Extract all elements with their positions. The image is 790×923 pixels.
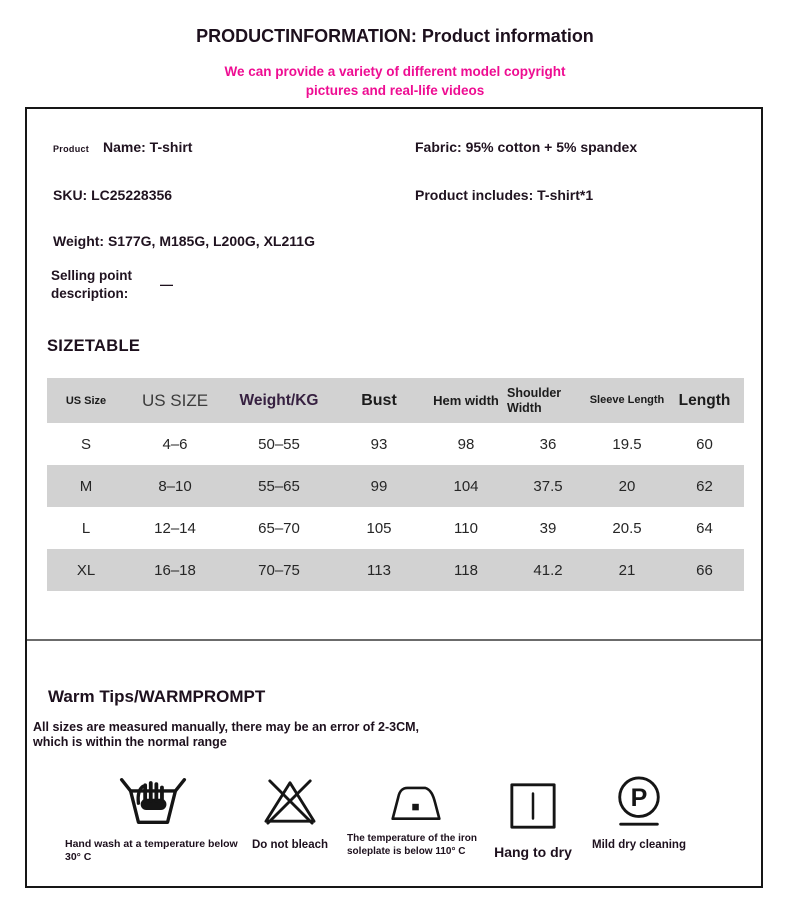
page-subtitle-line2: pictures and real-life videos <box>305 83 485 98</box>
table-cell: 98 <box>457 435 475 453</box>
page-subtitle-line1: We can provide a variety of different model copyright <box>224 64 566 79</box>
page-subtitle <box>0 62 790 100</box>
care-label-hand-wash: Hand wash at a temperature below 30° C <box>65 838 238 863</box>
product-weight: Weight: S177G, M185G, L200G, XL211G <box>53 233 315 249</box>
svg-text:P: P <box>630 783 648 812</box>
col-header-weight-kg: Weight/KG <box>239 391 319 409</box>
warm-tips-line2: which is within the normal range <box>33 735 227 749</box>
section-divider <box>27 639 761 641</box>
care-item-do-not-bleach <box>230 777 350 851</box>
table-cell: 99 <box>370 477 388 495</box>
table-cell: 20.5 <box>612 519 642 537</box>
table-cell: L <box>81 519 91 537</box>
warm-tips-line1: All sizes are measured manually, there may be an error of 2-3CM, <box>33 720 420 734</box>
do-not-bleach-icon <box>261 777 319 827</box>
product-mini-label: Product <box>53 144 90 154</box>
table-cell: 16–18 <box>154 561 196 579</box>
size-table-header-row <box>47 378 744 423</box>
col-header-sleeve-length: Sleeve Length <box>589 393 665 406</box>
selling-point-line2: description: <box>51 286 129 301</box>
table-cell: 118 <box>454 561 478 579</box>
hang-to-dry-icon <box>508 781 558 831</box>
table-cell: XL <box>76 561 96 579</box>
mild-dry-cleaning-icon <box>612 775 666 829</box>
table-cell: 12–14 <box>154 519 196 537</box>
col-header-us-size: US Size <box>65 394 107 407</box>
table-cell: 60 <box>696 435 713 453</box>
care-label-do-not-bleach: Do not bleach <box>251 839 329 851</box>
col-header-hem-width: Hem width <box>433 393 499 408</box>
col-header-length: Length <box>678 391 731 409</box>
care-label-iron-low: The temperature of the iron soleplate is below 110° C <box>347 833 478 857</box>
table-cell: 104 <box>453 477 479 495</box>
product-fabric: Fabric: 95% cotton + 5% spandex <box>415 139 638 155</box>
table-cell: 36 <box>539 435 557 453</box>
table-cell: 70–75 <box>258 561 300 579</box>
table-cell: 4–6 <box>162 435 188 453</box>
table-cell: 65–70 <box>258 519 300 537</box>
care-label-hang-to-dry: Hang to dry <box>494 844 572 860</box>
table-cell: 19.5 <box>612 435 642 453</box>
table-cell: 66 <box>696 561 713 579</box>
table-cell: 110 <box>454 519 478 537</box>
iron-low-temperature-icon <box>388 779 444 823</box>
table-cell: 105 <box>366 519 392 537</box>
table-cell: 8–10 <box>158 477 192 495</box>
hand-wash-icon <box>117 773 189 829</box>
table-cell: 37.5 <box>533 477 563 495</box>
table-row-xl <box>47 549 744 591</box>
table-cell: 64 <box>696 519 713 537</box>
col-header-bust: Bust <box>361 391 397 409</box>
table-row-s <box>47 423 744 465</box>
table-cell: 41.2 <box>533 561 563 579</box>
page-title: PRODUCTINFORMATION: Product information <box>196 26 594 46</box>
table-cell: 62 <box>696 477 713 495</box>
table-row-l <box>47 507 744 549</box>
table-cell: 113 <box>367 561 391 579</box>
table-cell: M <box>79 477 93 495</box>
care-item-mild-dry-cleaning <box>574 775 704 851</box>
table-cell: 21 <box>618 561 636 579</box>
table-cell: 93 <box>370 435 388 453</box>
selling-point-label <box>51 267 132 303</box>
warm-tips-body <box>33 720 419 750</box>
table-cell: 39 <box>539 519 557 537</box>
col-header-shoulder-width: Shoulder Width <box>507 385 562 415</box>
table-cell: 50–55 <box>258 435 300 453</box>
care-item-iron-low <box>343 779 488 858</box>
selling-point-line1: Selling point <box>51 268 132 283</box>
warm-tips-heading: Warm Tips/WARMPROMPT <box>48 687 266 706</box>
product-sku: SKU: LC25228356 <box>53 187 173 203</box>
care-label-mild-dry-cleaning: Mild dry cleaning <box>592 839 686 851</box>
col-header-us-size-2: US SIZE <box>141 390 209 410</box>
table-cell: 55–65 <box>258 477 300 495</box>
table-cell: S <box>80 435 91 453</box>
product-name: Name: T-shirt <box>103 139 193 155</box>
care-item-hand-wash <box>55 773 250 864</box>
size-table <box>47 378 744 591</box>
selling-point-value: — <box>160 277 173 292</box>
table-cell: 20 <box>618 477 636 495</box>
table-row-m <box>47 465 744 507</box>
size-table-heading: SIZETABLE <box>47 337 141 355</box>
product-info-box <box>25 107 763 888</box>
product-includes: Product includes: T-shirt*1 <box>415 187 594 203</box>
